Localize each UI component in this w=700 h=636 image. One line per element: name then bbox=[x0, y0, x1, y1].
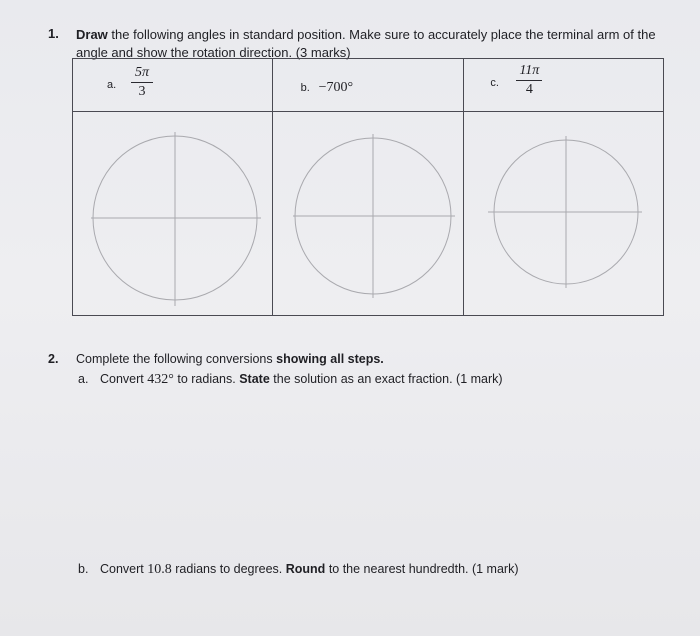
question-1-instructions: the following angles in standard position. Make sure to accurately place the terminal arm of the angle and show the rotation direction. (3 marks) bbox=[76, 27, 656, 60]
question-2b-middle: radians to degrees. bbox=[175, 562, 283, 576]
question-2-number: 2. bbox=[48, 352, 59, 366]
cell-a-drawing-area[interactable] bbox=[73, 112, 273, 316]
question-2-text bbox=[76, 352, 384, 366]
question-1-lead: Draw bbox=[76, 27, 108, 42]
cell-a-denominator: 3 bbox=[138, 84, 146, 99]
angles-drawing-row bbox=[73, 112, 664, 316]
question-2a-bold: State bbox=[239, 372, 270, 386]
cell-a-header bbox=[73, 59, 273, 112]
angles-header-row bbox=[73, 59, 664, 112]
question-2a-middle: to radians. bbox=[177, 372, 236, 386]
cell-b-value: −700° bbox=[318, 80, 354, 95]
question-2a-value: 432° bbox=[147, 372, 174, 387]
question-2b bbox=[78, 562, 519, 578]
cell-a-axes-circle bbox=[73, 112, 273, 318]
cell-a-fraction-bar bbox=[131, 82, 153, 83]
question-2b-bold: Round bbox=[285, 562, 326, 576]
question-2b-letter: b. bbox=[78, 562, 89, 576]
cell-a-letter: a. bbox=[107, 79, 117, 91]
cell-b-axes-circle bbox=[273, 112, 465, 318]
question-2a bbox=[78, 372, 503, 388]
question-2a-suffix: the solution as an exact fraction. (1 mark) bbox=[273, 372, 503, 386]
cell-c-fraction-bar bbox=[516, 80, 542, 81]
cell-c-fraction bbox=[516, 63, 542, 98]
cell-b-letter: b. bbox=[300, 82, 310, 94]
cell-c-denominator: 4 bbox=[525, 82, 533, 97]
question-2b-value: 10.8 bbox=[147, 562, 172, 577]
cell-c-drawing-area[interactable] bbox=[464, 112, 664, 316]
question-2a-prefix: Convert bbox=[100, 372, 144, 386]
question-1-text bbox=[76, 26, 656, 62]
angles-table bbox=[72, 58, 664, 316]
question-2a-letter: a. bbox=[78, 372, 89, 386]
cell-a-fraction bbox=[131, 65, 153, 100]
question-2-emphasis: showing all steps. bbox=[276, 352, 384, 366]
cell-b-header bbox=[272, 59, 464, 112]
cell-c-letter: c. bbox=[490, 77, 499, 89]
question-1-number: 1. bbox=[48, 26, 59, 41]
cell-b-drawing-area[interactable] bbox=[272, 112, 464, 316]
cell-c-axes-circle bbox=[464, 112, 664, 318]
question-2b-prefix: Convert bbox=[100, 562, 144, 576]
cell-a-numerator: 5π bbox=[134, 65, 149, 80]
question-2-instructions: Complete the following conversions bbox=[76, 352, 273, 366]
cell-c-header bbox=[464, 59, 664, 112]
question-2b-suffix: to the nearest hundredth. (1 mark) bbox=[328, 562, 519, 576]
cell-c-numerator: 11π bbox=[519, 63, 540, 78]
